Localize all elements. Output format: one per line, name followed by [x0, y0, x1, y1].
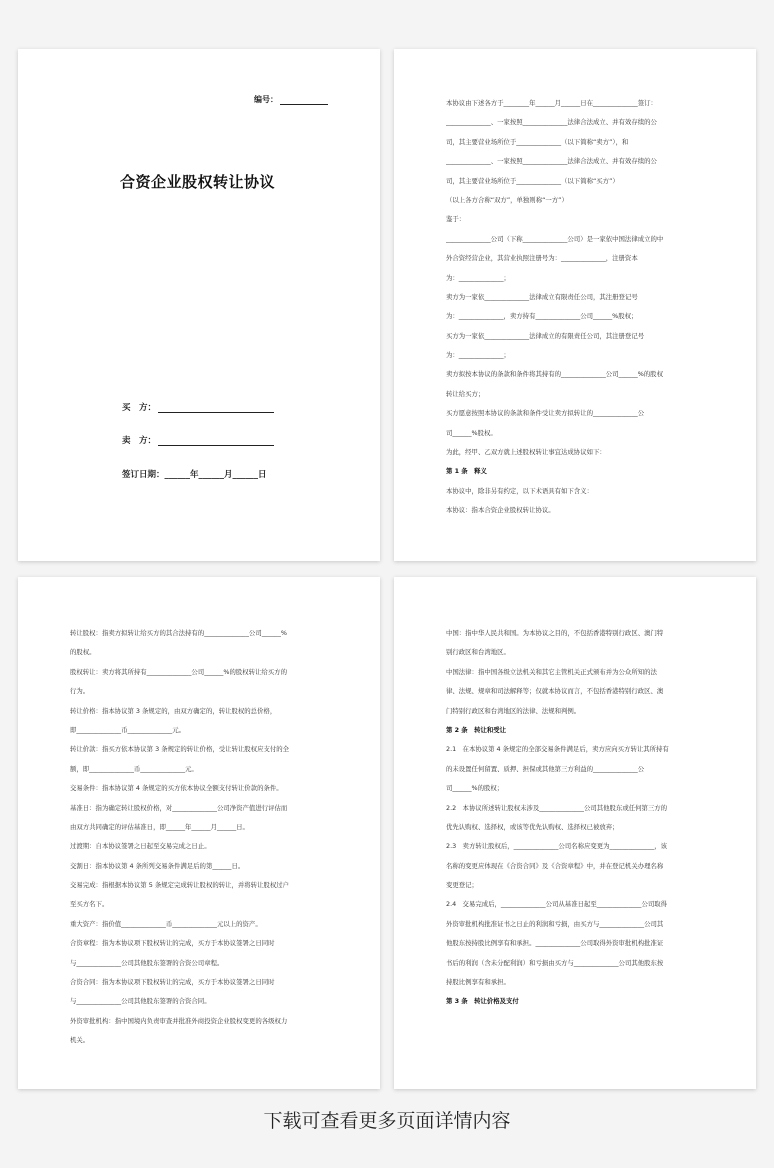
buyer-blank — [158, 403, 274, 413]
text-line: 股权转让：卖方将其所持有______________公司______%的股权转让给买方的 — [70, 667, 287, 676]
document-number-label: 编号： — [254, 95, 278, 104]
text-line: 2.2 本协议所述转让股权未涉及______________公司其他股东或任何第三方的 — [446, 803, 668, 812]
text-line: 转让股权：指卖方拟转让给买方的其合法持有的______________公司______% — [70, 629, 287, 637]
text-line: 本协议由下述各方于________年______月______日在______________签订： — [446, 99, 657, 107]
buyer-field — [122, 401, 274, 413]
text-line: 交易条件：指本协议第 4 条规定的买方依本协议全额支付转让价款的条件。 — [70, 784, 283, 793]
document-number-blank — [280, 95, 328, 105]
text-line: 2.1 在本协议第 4 条规定的全部交易条件满足后，卖方应向买方转让其所持有 — [446, 745, 669, 754]
text-line: 的股权。 — [70, 648, 96, 657]
section-heading: 第 3 条 转让价格及支付 — [446, 997, 519, 1006]
signing-date: 签订日期：______年______月______日 — [122, 470, 267, 480]
page-2-body — [446, 94, 722, 521]
page-4-body — [446, 624, 722, 1012]
text-line: 重大资产：指价值______________币______________元以上的资产。 — [70, 919, 262, 928]
text-line: 由双方共同确定的评估基准日，即______年______月______日。 — [70, 822, 249, 831]
text-line: 别行政区和台湾地区。 — [446, 648, 510, 657]
text-line: 优先认购权、选择权，或该等优先认购权、选择权已被放弃； — [446, 822, 619, 831]
text-line: 卖方为一家依______________法律成立有限责任公司，其注册登记号 — [446, 292, 638, 301]
text-line: 外资审批机构批准证书之日止的利润和亏损，由买方与______________公司其 — [446, 919, 664, 928]
text-line: （以上各方合称“双方”，单独则称“一方”） — [446, 195, 568, 204]
text-line: 律、法规、规章和司法解释等；仅就本协议而言，不包括香港特别行政区、澳 — [446, 687, 664, 696]
text-line: 为：______________，卖方持有______________公司______%股权； — [446, 312, 638, 321]
document-page-3 — [18, 577, 380, 1089]
text-line: ______________公司（下称______________公司）是一家依中国法律成立的中 — [446, 234, 664, 243]
text-line: 本协议中，除非另有约定，以下术语具有如下含义： — [446, 486, 593, 495]
text-line: 转让价格：指本协议第 3 条规定的，由双方确定的，转让股权的总价格， — [70, 706, 277, 715]
seller-field — [122, 434, 274, 446]
text-line: 2.3 卖方转让股权后，______________公司名称应变更为______________，该 — [446, 842, 668, 851]
text-line: 的未设置任何留置、质押、担保或其他第三方利益的______________公 — [446, 764, 645, 773]
text-line: 过渡期：自本协议签署之日起至交易完成之日止。 — [70, 842, 211, 851]
text-line: 书后的利润（含未分配利润）和亏损由买方与______________公司其他股东按 — [446, 958, 664, 967]
text-line: 买方为一家依______________法律成立的有限责任公司，其注册登记号 — [446, 331, 645, 340]
text-line: 变更登记； — [446, 881, 478, 890]
text-line: 外合资经营企业，其营业执照注册号为：______________，注册资本 — [446, 254, 638, 263]
text-line: 为：______________； — [446, 273, 510, 282]
document-page-1 — [18, 49, 380, 561]
text-line: 为此，经甲、乙双方就上述股权转让事宜达成协议如下： — [446, 448, 606, 457]
text-line: 与______________公司其他股东签署的合资公司章程。 — [70, 958, 224, 967]
text-line: 即______________币______________元。 — [70, 725, 186, 734]
section-heading: 第 2 条 转让和受让 — [446, 725, 507, 734]
text-line: 卖方拟按本协议的条款和条件将其持有的______________公司______%的股权 — [446, 370, 663, 379]
section-heading: 第 1 条 释义 — [446, 467, 487, 476]
text-line: 额，即______________币______________元。 — [70, 764, 198, 773]
document-page-2 — [394, 49, 756, 561]
text-line: 2.4 交易完成后，______________公司从基准日起至______________公司取得 — [446, 900, 668, 909]
text-line: 合资合同：指为本协议项下股权转让的完成，买方于本协议签署之日同时 — [70, 978, 275, 987]
text-line: 与______________公司其他股东签署的合资合同。 — [70, 997, 211, 1006]
text-line: 名称的变更应体现在《合资合同》及《合资章程》中，并在登记机关办理名称 — [446, 861, 664, 870]
seller-blank — [158, 436, 274, 446]
text-line: 机关。 — [70, 1036, 90, 1045]
text-line: 中国法律：指中国各级立法机关和其它主管机关正式颁布并为公众所知的法 — [446, 667, 657, 676]
text-line: 门特别行政区和台湾地区的法律、法规和判例。 — [446, 706, 581, 715]
text-line: 买方愿意按照本协议的条款和条件受让卖方拟转让的______________公 — [446, 409, 645, 418]
text-line: 至买方名下。 — [70, 900, 109, 909]
text-line: ______________、一家按照______________法律合法成立、并有效存续的公 — [446, 118, 657, 127]
page-3-body — [70, 624, 346, 1051]
text-line: 转让价款：指买方依本协议第 3 条规定的转让价格，受让转让股权应支付的全 — [70, 745, 290, 754]
text-line: 中国：指中华人民共和国。为本协议之目的，不包括香港特别行政区、澳门特 — [446, 629, 664, 637]
text-line: 外资审批机构：指中国境内负责审查并批准外商投资企业股权变更的各级权力 — [70, 1016, 288, 1025]
text-line: 合资章程：指为本协议项下股权转让的完成，买方于本协议签署之日同时 — [70, 939, 275, 948]
text-line: 转让给买方； — [446, 389, 485, 398]
text-line: 基准日：指为确定转让股权价格，对______________公司净资产值进行评估而 — [70, 803, 288, 812]
text-line: 交易完成：指根据本协议第 5 条规定完成转让股权的转让，并将转让股权过户 — [70, 881, 290, 890]
text-line: 司，其主要营业场所位于______________（以下简称“买方”） — [446, 176, 619, 185]
text-line: 司______%的股权； — [446, 784, 504, 793]
document-number — [254, 94, 328, 105]
seller-label: 卖 方： — [122, 436, 157, 446]
text-line: 司，其主要营业场所位于______________（以下简称“卖方”），和 — [446, 137, 629, 146]
page-title: 合资企业股权转让协议 — [120, 173, 276, 191]
text-line: 他股东按持股比例享有和承担。______________公司取得外资审批机构批准证 — [446, 939, 664, 948]
text-line: 鉴于： — [446, 215, 466, 224]
text-line: 为：______________； — [446, 351, 510, 360]
text-line: 行为。 — [70, 687, 90, 696]
buyer-label: 买 方： — [122, 403, 157, 413]
text-line: 交割日：指本协议第 4 条所列交易条件满足后的第______日。 — [70, 861, 245, 870]
download-caption: 下载可查看更多页面详情内容 — [263, 1110, 511, 1132]
text-line: 司______%股权。 — [446, 428, 497, 437]
text-line: ______________、一家按照______________法律合法成立、并有效存续的公 — [446, 157, 657, 166]
text-line: 本协议：指本合资企业股权转让协议。 — [446, 506, 555, 515]
document-page-4 — [394, 577, 756, 1089]
text-line: 持股比例享有和承担。 — [446, 978, 510, 987]
